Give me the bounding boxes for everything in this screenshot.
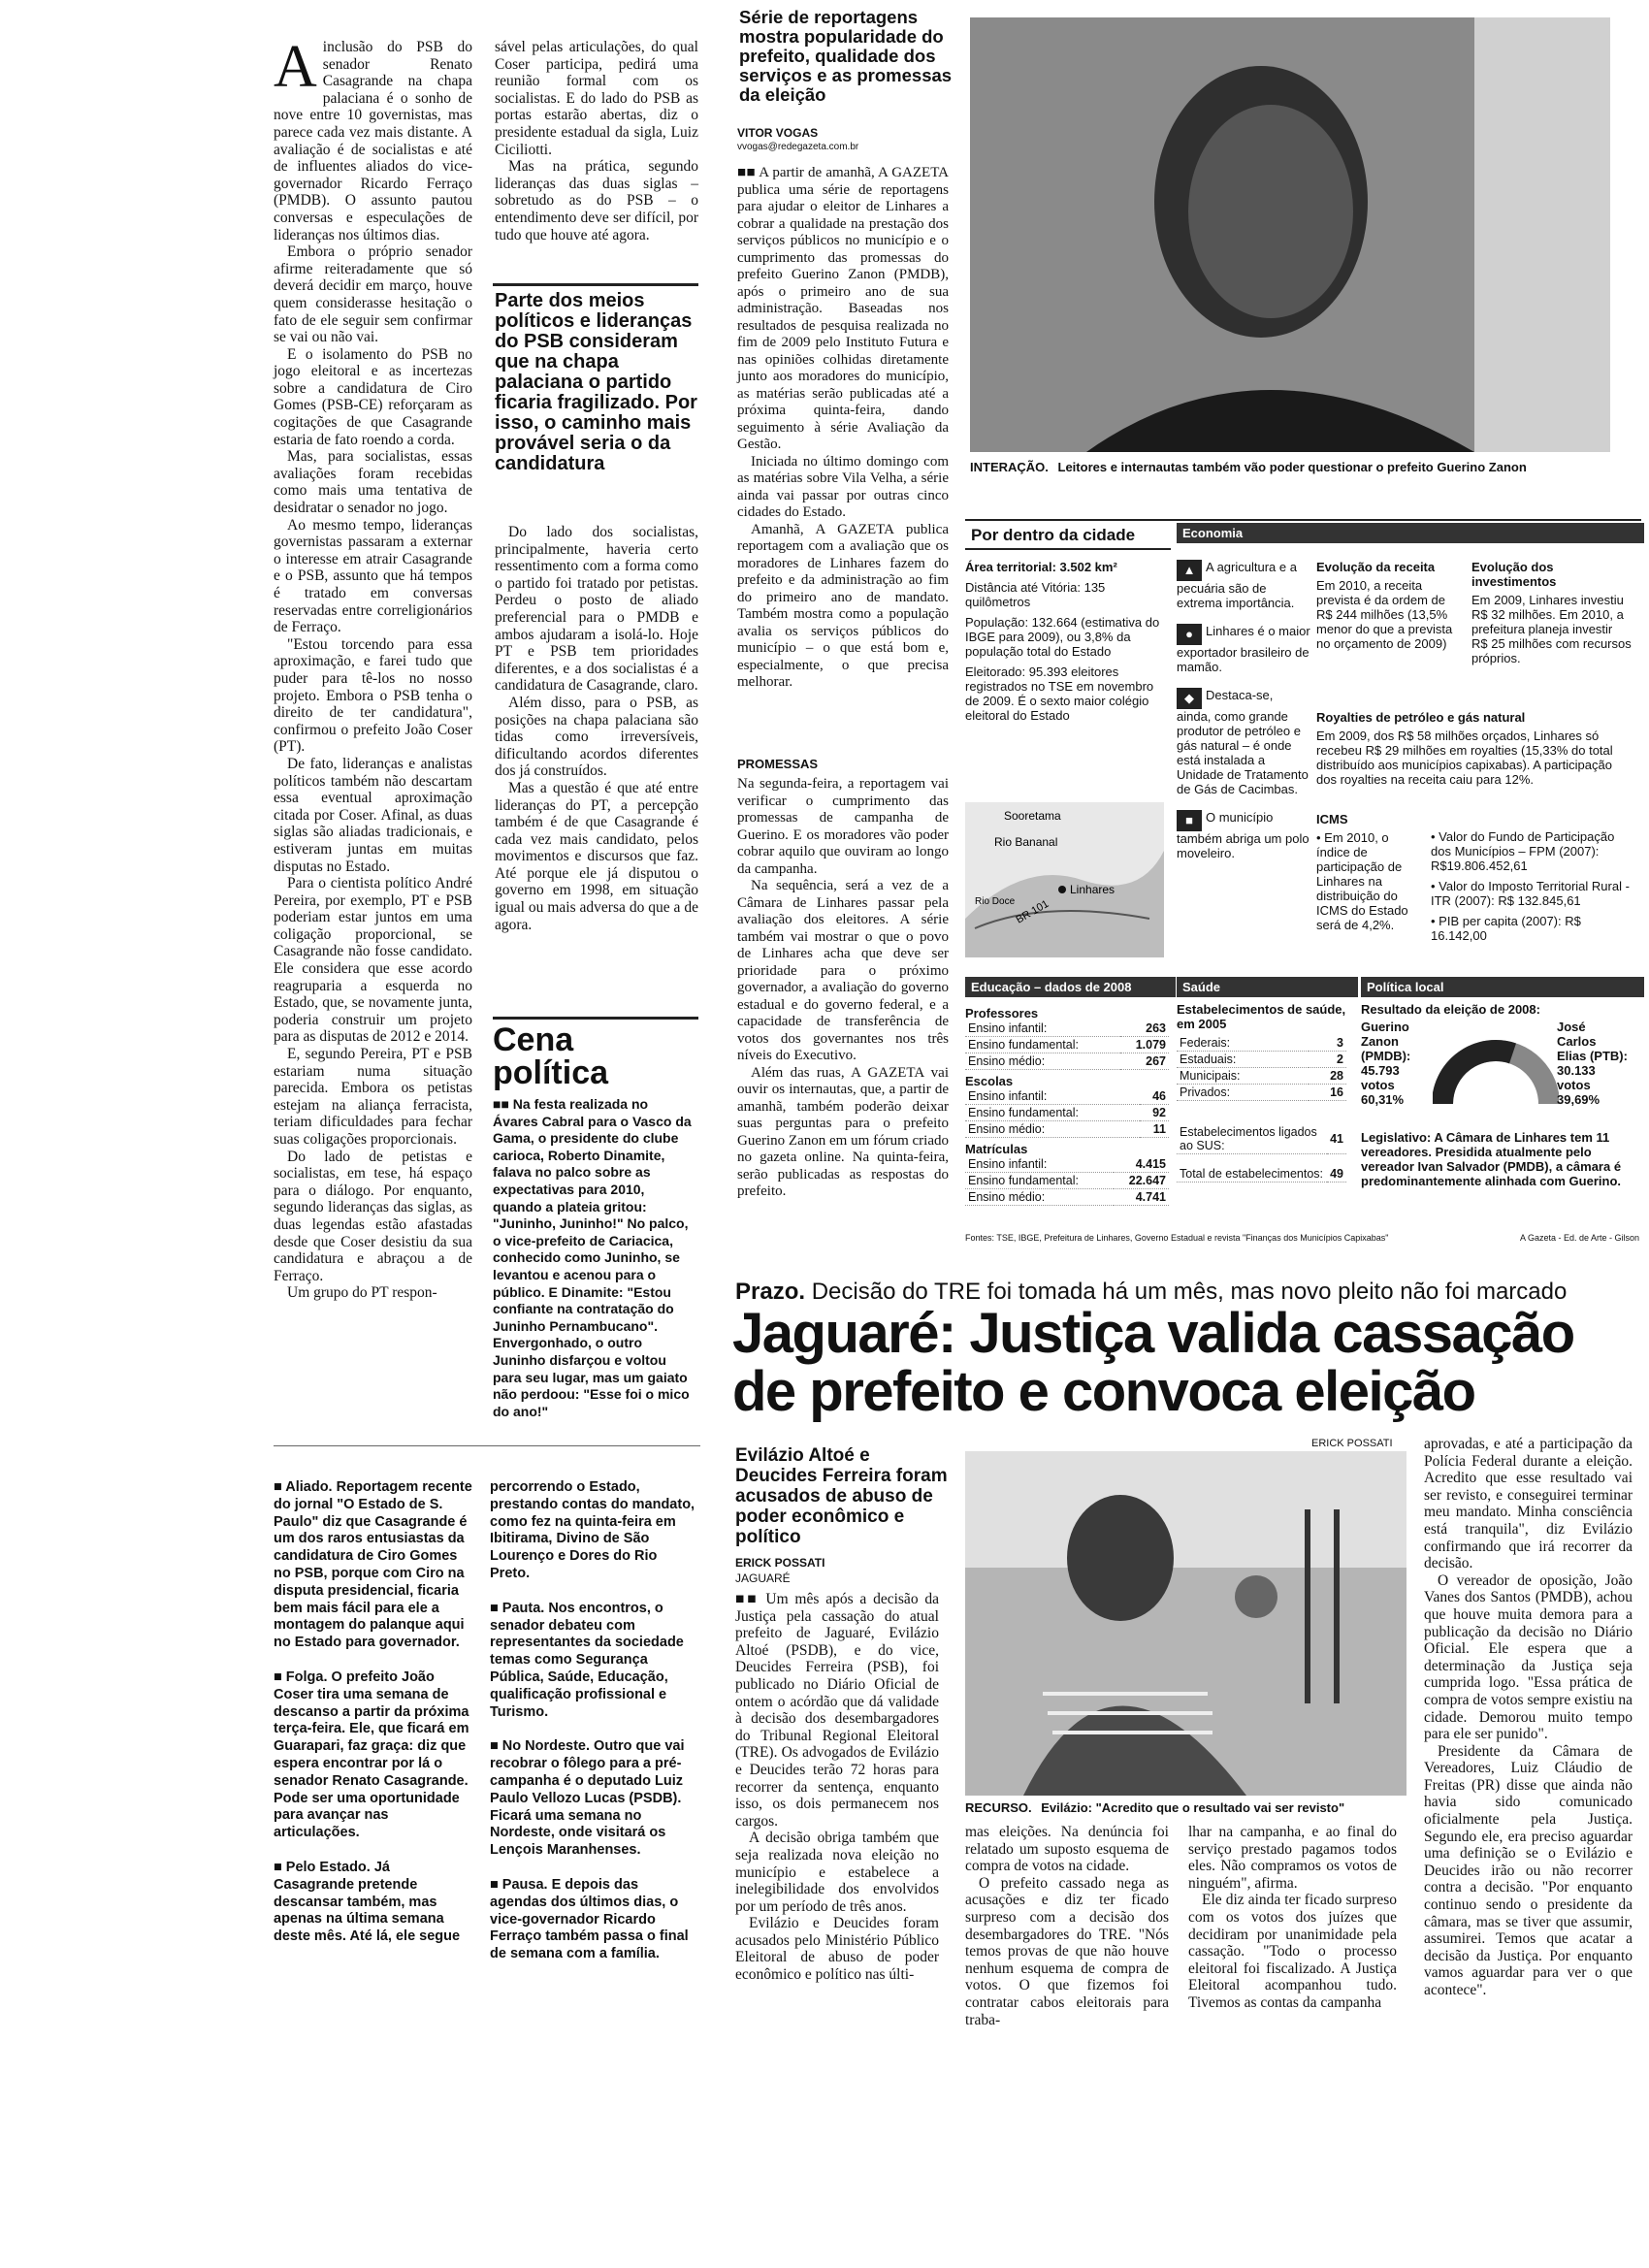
series-body2 [737, 776, 949, 1201]
candidate-line: 60,31% [1361, 1092, 1405, 1107]
candidate-line: votos [1557, 1078, 1591, 1092]
infobox-sources: Fontes: TSE, IBGE, Prefeitura de Linhares, Governo Estadual e revista "Finanças dos Municípios Capixabas" [965, 1233, 1389, 1243]
left-article-paragraph: Mas, para socialistas, essas avaliações foram recebidas como mais uma tentativa de desidratar o senador no jogo. [274, 448, 472, 517]
left-article-paragraph: "Estou torcendo para essa aproximação, e farei tudo que puder para tê-los no nosso projeto. Embora o PSB tenha o direito de ter candidatura", confirmou o prefeito João Coser (PT). [274, 635, 472, 756]
candidate-line: Guerino [1361, 1020, 1409, 1034]
icms: ICMS • Em 2010, o índice de participação de Linhares na distribuição do ICMS do Estado será de 4,2%. [1316, 812, 1408, 932]
map-rio-doce: Rio Doce [975, 896, 1016, 907]
note-item: ■ Folga. O prefeito João Coser tira uma semana de descanso a partir da próxima terça-feira. Ele, que ficará em Guarapari, faz graça: diz que espera encontrar por lá o senador Renato Casagrande. Pode ser uma oportunidade para avançar nas articulações. [274, 1669, 469, 1841]
note-item: ■ Pelo Estado. Já Casagrande pretende descansar também, mas apenas na última semana deste mês. Até lá, ele segue [274, 1859, 461, 1945]
saude-totals [1177, 1124, 1346, 1183]
jaguare-paragraph: A decisão obriga também que seja realizada nova eleição no município e estabelece a inelegibilidade dos envolvidos por um período de três anos. [735, 1830, 939, 1915]
series-caption-label: INTERAÇÃO. [970, 460, 1049, 474]
guerino-photo [970, 17, 1610, 452]
series-caption-text: Leitores e internautas também vão poder questionar o prefeito Guerino Zanon [1057, 460, 1527, 474]
area: Área territorial: 3.502 km² [965, 560, 1117, 574]
left-article-paragraph: inclusão do PSB do senador Renato Casagrande na chapa palaciana é o sonho de nove entre 10 governistas, mas parece cada vez mais distante. A avaliação é de socialistas e até de influentes aliados do vice-governador Ricardo Ferraço (PMDB). O assunto pautou conversas e especulações de lideranças nos últimos dias. [274, 39, 472, 243]
jaguare-col1 [735, 1591, 939, 1984]
cena-politica-title: Cena política [493, 1021, 609, 1091]
series-paragraph: ■■ A partir de amanhã, A GAZETA publica uma série de reportagens para ajudar o eleitor de Linhares a cobrar a qualidade na prestação dos serviços públicos no município e o cumprimento das promessas do prefeito Guerino Zanon (PMDB), após o primeiro ano de sua administração. Baseadas nos resultados de pesquisa realizada no fim de 2009 pelo Instituto Futura e nas opiniões colhidas diretamente junto aos moradores do município, as matérias serão publicadas até a próxima quinta-feira, dando seguimento à série Avaliação da Gestão. [737, 165, 949, 452]
investimentos: Evolução dos investimentos Em 2009, Linhares investiu R$ 32 milhões. Em 2010, a prefeitura planeja investir R$ 25 milhões com recursos próprios. [1471, 560, 1632, 665]
jaguare-paragraph: Evilázio e Deucides foram acusados pelo Ministério Público Eleitoral de abuso de poder econômico e político nas últi- [735, 1915, 939, 1984]
table-row: Estabelecimentos ligados ao SUS: 41 [1177, 1124, 1346, 1154]
pullquote: Parte dos meios políticos e lideranças do PSB consideram que na chapa palaciana o partido ficaria fragilizado. Por isso, o caminho mais provável seria o da candidatura [495, 290, 697, 474]
economia-items [1177, 560, 1310, 860]
eco-item-4: ■ O município também abriga um polo moveleiro. [1177, 810, 1310, 860]
left-article-paragraph: Do lado de petistas e socialistas, em tese, há espaço para o diálogo. Por enquanto, segundo lideranças das siglas, as duas legendas estão afastadas desde que Coser desistiu da sua candidatura e abraçou a de Ferraço. [274, 1148, 472, 1284]
note-item: ■ Pausa. E depois das agendas dos últimos dias, o vice-governador Ricardo Ferraço também passa o final de semana com a família. [490, 1876, 689, 1962]
table-row: Ensino fundamental: 92 [965, 1105, 1169, 1121]
left-article-paragraph: Mas a questão é que até entre lideranças do PT, a percepção também é de que Casagrande é cada vez mais candidato, pelos movimentos e discursos que faz. Até porque ele já disputou o governo em 1998, em situação igual ou mais adversa do que a de agora. [495, 779, 698, 933]
cand2 [1557, 1020, 1634, 1107]
candidate-line: Zanon [1361, 1034, 1399, 1049]
infobox-credit: A Gazeta - Ed. de Arte - Gilson [1519, 1233, 1639, 1243]
eco-item-2: ● Linhares é o maior exportador brasileiro de mamão. [1177, 624, 1310, 674]
series-paragraph: Amanhã, A GAZETA publica reportagem com a avaliação que os moradores de Linhares fazem do prefeito e da administração ao fim do primeiro ano de mandato. Também mostra como a população avalia os serviços públicos do município – o que está bom e, especialmente, o que precisa melhorar. [737, 521, 949, 690]
left-article-paragraph: E, segundo Pereira, PT e PSB estariam numa situação parecida. Embora os petistas estejam na aliança ferracista, teriam dificuldades para fechar suas coligações proporcionais. [274, 1046, 472, 1148]
table-row: Ensino médio: 4.741 [965, 1189, 1169, 1206]
left-article-paragraph: Além disso, para o PSB, as posições na chapa palaciana são tidas como irreversíveis, dificultando acordos diferentes dos já construídos. [495, 694, 698, 780]
table-row: Estaduais: 2 [1177, 1052, 1346, 1068]
left-article-paragraph: Embora o próprio senador afirme reiteradamente que só deverá decidir em março, houve quem considerasse hesitação o fato de ele seguir sem confirmar se vai ou não vai. [274, 243, 472, 346]
candidate-line: Carlos [1557, 1034, 1597, 1049]
left-article-paragraph: Um grupo do PT respon- [287, 1284, 437, 1302]
royalties: Royalties de petróleo e gás natural Em 2009, dos R$ 58 milhões orçados, Linhares só recebeu R$ 29 milhões em royalties (15,33% do total distribuído aos municípios capixabas). A participação dos royalties na receita caiu para 12%. [1316, 710, 1613, 787]
candidate-line: votos [1361, 1078, 1395, 1092]
eco-item-3: ◆ Destaca-se, ainda, como grande produtor de petróleo e gás natural – é onde está instalada a Unidade de Tratamento de Gás de Cacimbas. [1177, 688, 1309, 796]
table-row: Ensino infantil: 4.415 [965, 1156, 1169, 1173]
series-paragraph: Na sequência, será a vez de a Câmara de Linhares passar pela avaliação dos eleitores. A série também vai mostrar o que o povo de Linhares acha que deve ser prioridade para o próximo governador, a avaliação do governo estadual e do governo federal, e a capacidade de transferência de votos dos governantes nos três níveis do Executivo. [737, 878, 949, 1063]
jaguare-paragraph: aprovadas, e até a participação da Polícia Federal durante a eleição. Acredito que esse resultado vai ser revisto, e conseguirei terminar meu mandato. Minha consciência está tranquila", diz Evilázio confirmando que irá recorrer da decisão. [1424, 1436, 1633, 1572]
election-gauge [1433, 1031, 1559, 1109]
jaguare-paragraph: Presidente da Câmara de Vereadores, Luiz Cláudio de Freitas (PR) disse que ainda não havia sido comunicado oficialmente pela Justiça. Segundo ele, era preciso aguardar uma definição se o Evilázio e Deucides irão ou não recorrer contra a decisão. "Por enquanto continuo sendo o presidente da câmara, mas se tiver que assumir, assumirei. Temos que acatar a decisão da Justiça. Por enquanto vamos aguardar para ver o que acontece". [1424, 1742, 1633, 1998]
jaguare-photo-credit: ERICK POSSATI [1311, 1438, 1393, 1449]
jaguare-paragraph: O prefeito cassado nega as acusações e diz ter ficado surpreso com a decisão dos desembargadores do TRE. "Nós temos provas de que não houve nenhum esquema de compra de votos. O que fizemos foi contratar cabos eleitorais para traba- [965, 1874, 1169, 2028]
left-article-col2-bottom [495, 524, 698, 933]
left-article-paragraph: sável pelas articulações, do qual Coser participa, pedirá uma reunião formal com os socialistas. E do lado do PSB as portas estarão abertas, diz o presidente estadual da sigla, Luiz Ciciliotti. [495, 39, 698, 158]
left-article-paragraph: E o isolamento do PSB no jogo eleitoral e as incertezas sobre a candidatura de Ciro Gomes (PSB-CE) reforçaram as cogitações de que Casagrande estaria de fato roendo a corda. [274, 345, 472, 448]
edu-header: Educação – dados de 2008 [965, 977, 1176, 997]
left-article-col2-top [495, 39, 698, 243]
candidate-line: José [1557, 1020, 1586, 1034]
jaguare-paragraph: lhar na campanha, e ao final do serviço prestado pagamos todos eles. Não compramos os votos de ninguém", afirma. [1188, 1824, 1397, 1892]
table-row: Privados: 16 [1177, 1085, 1346, 1101]
jaguare-byline: ERICK POSSATI [735, 1556, 825, 1570]
linhares-map [965, 802, 1164, 957]
table-row: Federais: 3 [1177, 1035, 1346, 1052]
left-article-paragraph: De fato, lideranças e analistas políticos também não descartam essa eventual aproximação citada por Coser. Afinal, as duas siglas são aliadas tradicionais, e estiveram juntas em muitas disputas no Estado. [274, 755, 472, 875]
note-item: percorrendo o Estado, prestando contas do mandato, como fez na quinta-feira em Ibitirama, Divino de São Lourenço e Dores do Rio Preto. [490, 1479, 695, 1581]
series-paragraph: Iniciada no último domingo com as matérias sobre Vila Velha, a série ainda vai passar por outras cinco cidades do Estado. [737, 453, 949, 520]
edu-tables [965, 1002, 1169, 1206]
table-row: Ensino fundamental: 1.079 [965, 1037, 1169, 1053]
jaguare-paragraph: O vereador de oposição, João Vanes dos Santos (PMDB), achou que houve muita demora para a publicação da decisão no Diário Oficial. Ele espera que a determinação da Justiça seja cumprida logo. "Essa prática de compra de votos sempre existiu na cidade. Demorou muito tempo para ele ser punido". [1424, 1571, 1633, 1743]
economia-header: Economia [1177, 523, 1644, 543]
edu-group-title: Matrículas [965, 1142, 1028, 1156]
left-article-paragraph: Ao mesmo tempo, lideranças governistas passaram a externar o interesse em atrair Casagrande e o PSB, assunto que há tempos é tratado em conversas reservadas entre correligionários de Ferraço. [274, 516, 472, 636]
edu-group-title: Escolas [965, 1074, 1014, 1088]
notes-col1 [274, 1479, 472, 1963]
table-row: Municipais: 28 [1177, 1068, 1346, 1085]
legislativo: Legislativo: A Câmara de Linhares tem 11 vereadores. Presidida atualmente pelo vereador Ivan Salvador (PMDB), a câmara é predominantemente alinhada com Guerino. [1361, 1130, 1622, 1188]
tractor-icon: ▲ [1177, 560, 1202, 581]
series-paragraph: Na segunda-feira, a reportagem vai verificar o cumprimento das promessas de campanha de Guerino. E os moradores vão poder cobrar aquilo que ouviram ao longo da campanha. [737, 776, 949, 877]
fpm-itr-pib: • Valor do Fundo de Participação dos Municípios – FPM (2007): R$19.806.452,61 • Valor do Imposto Territorial Rural - ITR (2007): R$ 132.845,61 • PIB per capita (2007): R$ 16.142,00 [1431, 829, 1630, 943]
table-row: Ensino infantil: 46 [965, 1088, 1169, 1105]
jaguare-paragraph: ■■ Um mês após a decisão da Justiça pela cassação do atual prefeito de Jaguaré, Evilázio Altoé (PSDB), e do vice, Deucides Ferreira (PSB), foi publicado no Diário Oficial de ontem o acórdão que dá validade à decisão dos desembargadores do Tribunal Regional Eleitoral (TRE). Os advogados de Evilázio e Deucides terão 72 horas para recorrer da sentença, enquanto isso, os dois permanecem nos cargos. [735, 1591, 939, 1830]
jaguare-kicker-text: Decisão do TRE foi tomada há um mês, mas novo pleito não foi marcado [811, 1279, 1568, 1305]
furniture-icon: ■ [1177, 810, 1202, 831]
pol-title: Resultado da eleição de 2008: [1361, 1002, 1540, 1017]
eco-item-1: ▲ A agricultura e a pecuária são de extrema importância. [1177, 560, 1297, 610]
eleitorado: Eleitorado: 95.393 eleitores registrados no TSE em novembro de 2009. É o sexto maior colégio eleitoral do Estado [965, 664, 1154, 723]
jaguare-headline: Jaguaré: Justiça valida cassação de prefeito e convoca eleição [732, 1302, 1574, 1423]
cena-politica-text: ■■ Na festa realizada no Ávares Cabral para o Vasco da Gama, o presidente do clube carioca, Roberto Dinamite, falava no palco sobre as expectativas para 2010, quando a plateia gritou: "Juninho, Juninho!" No palco, o vice-prefeito de Cariacica, conhecido como Juninho, se levantou e acenou para o público. E Dinamite: "Estou confiante na contratação do Juninho Pernambucano". Envergonhado, o outro Juninho disfarçou e voltou para seu lugar, mas um gaiato não perdoou: "Esse foi o mico do ano!" [493, 1096, 692, 1419]
jaguare-caption [965, 1800, 1406, 1815]
jaguare-col4 [1424, 1436, 1633, 1999]
series-body [737, 165, 949, 692]
cand1 [1361, 1020, 1439, 1107]
papaya-icon: ● [1177, 624, 1202, 645]
note-item: ■ Pauta. Nos encontros, o senador debateu com representantes da sociedade temas como Segurança Pública, Saúde, Educação, qualificação profissional e Turismo. [490, 1600, 684, 1720]
table-row: Ensino médio: 267 [965, 1053, 1169, 1070]
left-article-paragraph: Para o cientista político André Pereira, por exemplo, PT e PSB poderiam estar juntos em uma coligação proporcional, se Casagrande não fosse candidato. Ele considera que esse acordo reagruparia a esquerda no Estado, que, se novamente junta, poderia construir um projeto para as disputas de 2012 e 2014. [274, 875, 472, 1046]
jaguare-paragraph: Ele diz ainda ter ficado surpreso com os votos dos juízes que decidiram por unanimidade pela cassação. "Todo o processo eleitoral foi fiscalizado. A Justiça Eleitoral acompanhou tudo. Tivemos as contas da campanha [1188, 1892, 1397, 2011]
candidate-line: 30.133 [1557, 1063, 1596, 1078]
series-subhead: PROMESSAS [737, 757, 819, 771]
jaguare-caption-label: RECURSO. [965, 1800, 1032, 1815]
jaguare-col2 [965, 1824, 1169, 2028]
dropcap: A [274, 34, 317, 100]
notes-col2 [490, 1479, 698, 1981]
table-row: Ensino infantil: 263 [965, 1021, 1169, 1037]
candidate-line: (PMDB): [1361, 1049, 1411, 1063]
saude-title: Estabelecimentos de saúde, em 2005 [1177, 1002, 1346, 1031]
candidate-line: Elias (PTB): [1557, 1049, 1628, 1063]
jaguare-caption-text: Evilázio: "Acredito que o resultado vai ser revisto" [1041, 1800, 1345, 1815]
table-row: Ensino fundamental: 22.647 [965, 1173, 1169, 1189]
jaguare-paragraph: mas eleições. Na denúncia foi relatado um suposto esquema de compra de votos na cidade. [965, 1824, 1169, 1875]
left-article-col1 [274, 34, 472, 1302]
pol-header: Política local [1361, 977, 1644, 997]
jaguare-place: JAGUARÉ [735, 1571, 791, 1585]
infobox [965, 519, 1641, 1244]
series-email: vvogas@redegazeta.com.br [737, 142, 859, 152]
table-row: Total de estabelecimentos: 49 [1177, 1166, 1346, 1183]
receita: Evolução da receita Em 2010, a receita prevista é da ordem de R$ 244 milhões (13,5% menor do que a prevista no orçamento de 2009) [1316, 560, 1453, 651]
left-article-paragraph: Mas na prática, segundo lideranças das duas siglas – sobretudo as do PSB – o entendimento deve ser difícil, por tudo que houve até agora. [495, 158, 698, 243]
jaguare-col3 [1188, 1824, 1397, 2012]
jaguare-kicker-label: Prazo. [735, 1279, 806, 1305]
candidate-line: 45.793 [1361, 1063, 1400, 1078]
map-rio-bananal: Rio Bananal [994, 835, 1058, 849]
series-byline: VITOR VOGAS [737, 126, 819, 140]
jaguare-sub: Evilázio Altoé e Deucides Ferreira foram acusados de abuso de poder econômico e político [735, 1445, 948, 1547]
populacao: População: 132.664 (estimativa do IBGE para 2009), ou 3,8% da população total do Estado [965, 615, 1160, 659]
note-item: ■ Aliado. Reportagem recente do jornal "O Estado de S. Paulo" diz que Casagrande é um dos raros entusiastas da candidatura de Ciro Gomes no PSB, porque com Ciro na disputa presidencial, ficaria bem mais fácil para ele a montagem do palanque aqui no Estado para governador. [274, 1479, 472, 1651]
series-paragraph: Além das ruas, A GAZETA vai ouvir os internautas, que, a partir de amanhã, também poderão deixar suas perguntas para o prefeito Guerino Zanon em um fórum criado no gazeta online. Na quinta-feira, serão publicadas as respostas do prefeito. [737, 1064, 949, 1199]
series-kicker: Série de reportagens mostra popularidade do prefeito, qualidade dos serviços e as promessas da eleição [739, 7, 953, 105]
infobox-city [965, 560, 1164, 723]
table-row: Ensino médio: 11 [965, 1121, 1169, 1138]
saude-header: Saúde [1177, 977, 1358, 997]
infobox-header: Por dentro da cidade [965, 523, 1171, 550]
note-item: ■ No Nordeste. Outro que vai recobrar o fôlego para a pré-campanha é o deputado Luiz Paulo Vellozo Lucas (PSDB). Ficará uma semana no Nordeste, onde visitará os Lençois Maranhenses. [490, 1738, 685, 1859]
map-sooretama: Sooretama [1004, 809, 1061, 823]
evilazio-photo [965, 1451, 1406, 1796]
saude-table [1177, 1035, 1346, 1101]
oil-icon: ◆ [1177, 688, 1202, 709]
series-caption [970, 460, 1610, 474]
candidate-line: 39,69% [1557, 1092, 1600, 1107]
map-br101: BR 101 [1014, 897, 1051, 926]
distancia: Distância até Vitória: 135 quilômetros [965, 580, 1106, 609]
left-article-paragraph: Do lado dos socialistas, principalmente, haveria certo ressentimento com a forma como o partido foi tratado por petistas. Perdeu o posto de aliado preferencial para o PMDB e ambos ajudaram a isolá-lo. Hoje PT e PSB tem prioridades diferentes, e a dos socialistas é a candidatura de Casagrande, claro. [495, 524, 698, 695]
edu-group-title: Professores [965, 1006, 1039, 1021]
map-linhares: Linhares [1070, 883, 1116, 896]
